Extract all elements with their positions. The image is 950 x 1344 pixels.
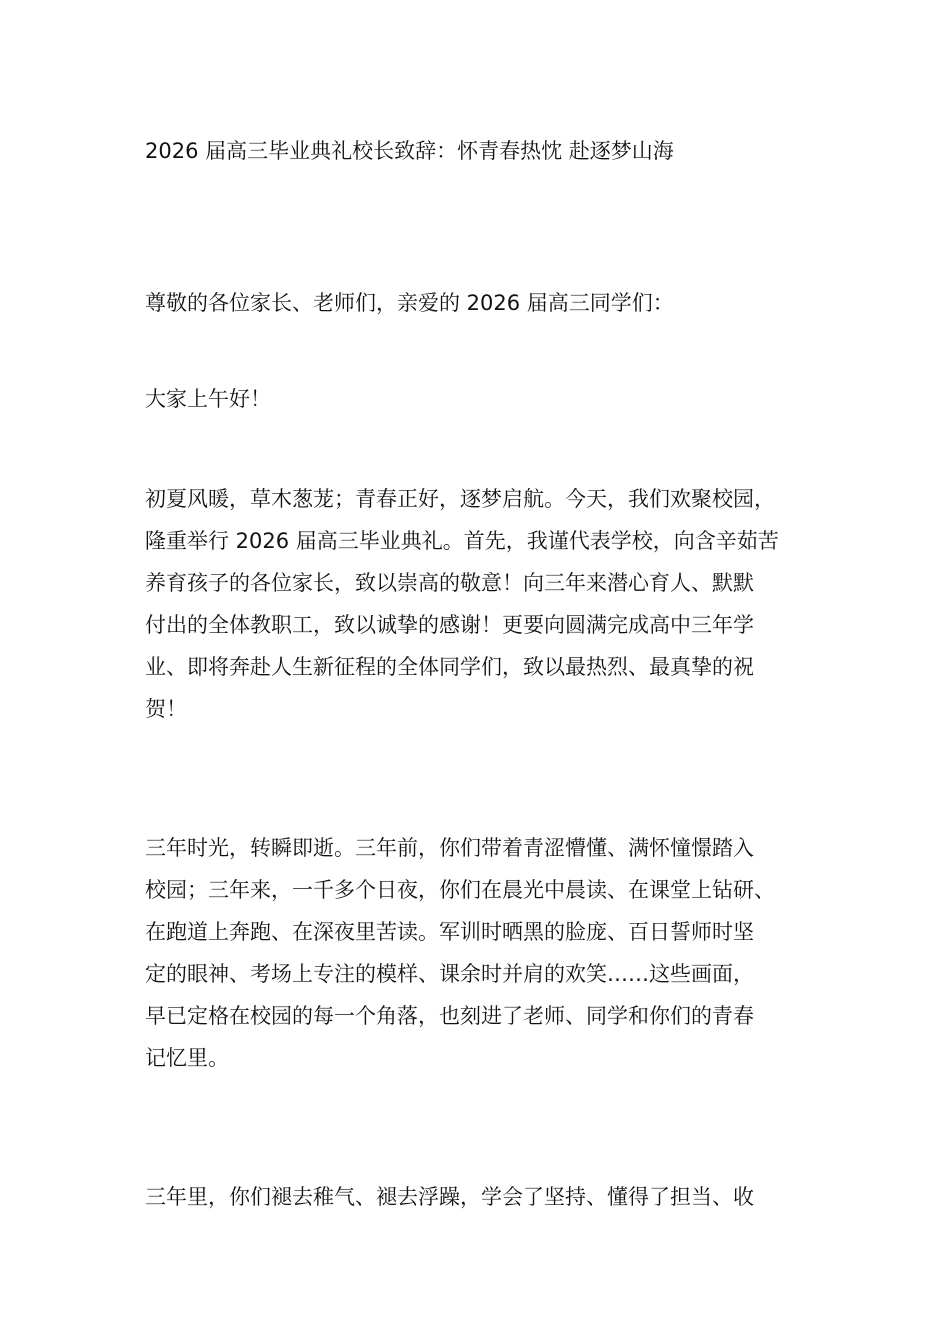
paragraph-line: 三年里，你们褪去稚气、褪去浮躁，学会了坚持、懂得了担当、收 xyxy=(145,1185,754,1209)
document-title: 2026 届高三毕业典礼校长致辞：怀青春热忱 赴逐梦山海 xyxy=(145,139,674,163)
paragraph-2 xyxy=(145,827,835,1079)
paragraph-line: 隆重举行 2026 届高三毕业典礼。首先，我谨代表学校，向含辛茹苦 xyxy=(145,529,779,553)
hello-line: 大家上午好！ xyxy=(145,387,271,411)
paragraph-1 xyxy=(145,478,835,730)
paragraph-3 xyxy=(145,1176,835,1218)
paragraph-line: 初夏风暖，草木葱茏；青春正好，逐梦启航。今天，我们欢聚校园， xyxy=(145,487,775,511)
paragraph-line: 校园；三年来，一千多个日夜，你们在晨光中晨读、在课堂上钻研、 xyxy=(145,878,775,902)
paragraph-line: 业、即将奔赴人生新征程的全体同学们，致以最热烈、最真挚的祝 xyxy=(145,655,754,679)
paragraph-line: 早已定格在校园的每一个角落，也刻进了老师、同学和你们的青春 xyxy=(145,1004,754,1028)
paragraph-line: 养育孩子的各位家长，致以崇高的敬意！向三年来潜心育人、默默 xyxy=(145,571,754,595)
paragraph-line: 贺！ xyxy=(145,697,187,721)
paragraph-line: 记忆里。 xyxy=(145,1046,229,1070)
paragraph-line: 在跑道上奔跑、在深夜里苦读。军训时晒黑的脸庞、百日誓师时坚 xyxy=(145,920,754,944)
paragraph-line: 付出的全体教职工，致以诚挚的感谢！更要向圆满完成高中三年学 xyxy=(145,613,754,637)
greeting-line: 尊敬的各位家长、老师们，亲爱的 2026 届高三同学们： xyxy=(145,291,674,315)
paragraph-line: 三年时光，转瞬即逝。三年前，你们带着青涩懵懂、满怀憧憬踏入 xyxy=(145,836,754,860)
paragraph-line: 定的眼神、考场上专注的模样、课余时并肩的欢笑……这些画面， xyxy=(145,962,754,986)
